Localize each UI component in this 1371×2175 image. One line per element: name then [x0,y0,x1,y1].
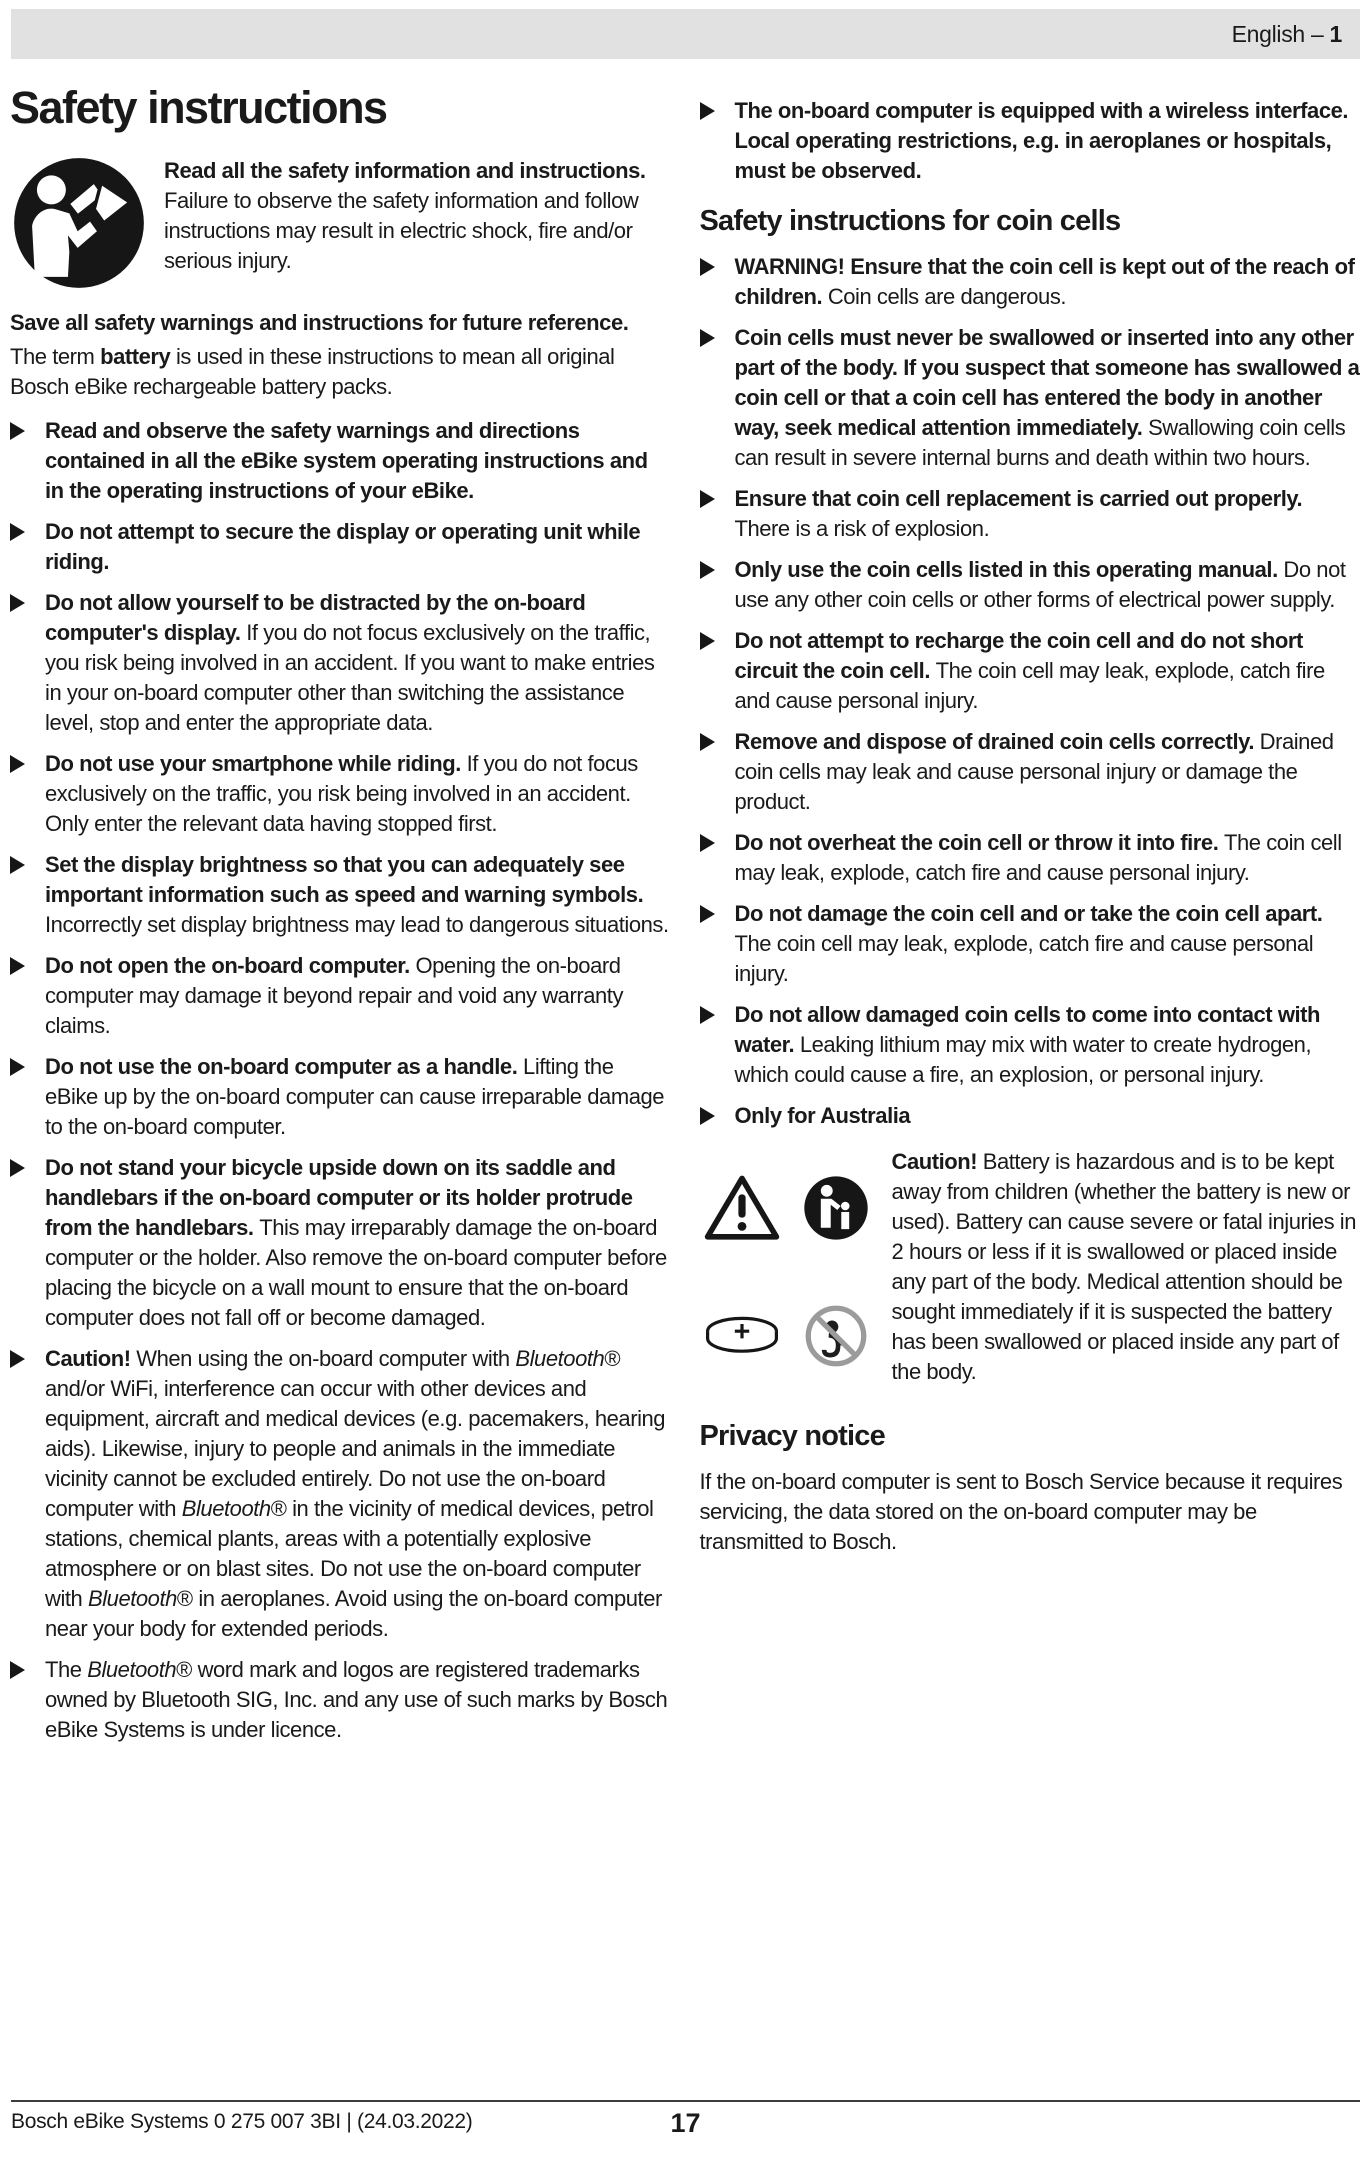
bullet-text [45,850,672,940]
triangle-bullet-icon [700,632,715,650]
bullet-text [45,1153,672,1333]
text-run: Read all the safety information and instructions. [164,158,646,183]
bullet-marker [10,1153,45,1333]
text-run: Only use the coin cells listed in this operating manual. [734,557,1284,582]
text-run: Leaking lithium may mix with water to create hydrogen, which could cause a fire, an explosion, or personal injury. [734,1032,1312,1087]
text-run: Incorrectly set display brightness may lead to dangerous situations. [45,912,669,937]
text-run: Bluetooth [88,1586,177,1611]
text-run: Do not use the on-board computer as a handle. [45,1054,524,1079]
footer-imprint: Bosch eBike Systems 0 275 007 3BI | (24.03.2022) [11,2110,473,2133]
triangle-bullet-icon [10,1661,25,1679]
triangle-bullet-icon [700,1107,715,1125]
bullet-item [10,850,672,940]
text-run: Caution! [45,1346,137,1371]
text-run: Do not allow damaged coin cells to come into contact with water. [734,1002,1321,1057]
triangle-bullet-icon [10,422,25,440]
text-run: Caution! [891,1149,983,1174]
text-run: Drained coin cells may leak and cause personal injury or damage the product. [734,729,1334,814]
page-header [11,9,1360,59]
triangle-bullet-icon [700,834,715,852]
read-manual-icon [10,154,148,292]
text-run: Read and observe the safety warnings and directions contained in all the eBike system operating instructions and in the operating instructions of your eBike. [45,418,648,503]
left-bullet-list [10,416,672,1745]
bullet-text [735,484,1362,544]
bullet-marker [10,850,45,940]
text-run: Do not use any other coin cells or other forms of electrical power supply. [734,557,1346,612]
bullet-item [700,626,1362,716]
coin-cells-heading: Safety instructions for coin cells [699,205,1121,237]
triangle-bullet-icon [10,755,25,773]
bullet-item [700,96,1362,186]
bullet-item [10,951,672,1041]
bullet-marker [700,555,735,615]
text-run: Bluetooth [181,1496,271,1521]
bullet-text [45,1052,672,1142]
bullet-item [10,1655,672,1745]
bullet-item [700,555,1362,615]
bullet-item [700,1000,1362,1090]
bullet-marker [10,517,45,577]
bullet-item [10,517,672,577]
triangle-bullet-icon [10,1058,25,1076]
bullet-text [45,416,672,506]
bullet-marker [700,96,735,186]
triangle-bullet-icon [10,957,25,975]
triangle-bullet-icon [700,733,715,751]
bullet-marker [700,323,735,473]
left-column [10,84,672,1756]
header-page-ref: 1 [1329,20,1342,47]
text-run: The [45,1657,88,1682]
bullet-marker [700,484,735,544]
triangle-bullet-icon [10,1159,25,1177]
privacy-text: If the on-board computer is sent to Bosch Service because it requires servicing, the data stored on the on-board computer may be transmitted to Bosch. [699,1469,1343,1554]
bullet-text [735,626,1362,716]
bullet-text [45,588,672,738]
bullet-text [735,323,1362,473]
triangle-bullet-icon [700,329,715,347]
battery-term-paragraph [10,342,672,402]
triangle-bullet-icon [700,490,715,508]
privacy-heading: Privacy notice [699,1420,885,1452]
text-run: Opening the on-board computer may damage it beyond repair and void any warranty claims. [45,953,623,1038]
text-run: Set the display brightness so that you can adequately see important information such as speed and warning symbols. [45,852,644,907]
bullet-text [735,1000,1362,1090]
triangle-bullet-icon [700,102,715,120]
text-run: ® in aeroplanes. Avoid using the on-board computer near your body for extended periods. [45,1586,662,1641]
text-run: battery [100,344,171,369]
bullet-text [45,1655,672,1745]
footer-page-number: 17 [670,2108,701,2138]
bullet-marker [700,252,735,312]
triangle-bullet-icon [700,258,715,276]
coin-cells-bullet-list [700,252,1362,1131]
bullet-text [735,1101,1362,1131]
text-run: The term [10,344,101,369]
bullet-text [45,951,672,1041]
coin-cell-icon [702,1311,782,1361]
bullet-item [700,727,1362,817]
bullet-marker [700,899,735,989]
bullet-marker [700,626,735,716]
do-not-swallow-icon [803,1303,869,1369]
bullet-text [735,96,1362,186]
australia-caution-text [892,1147,1362,1387]
australia-caution-block [700,1147,1362,1387]
wireless-bullet-list [700,96,1362,186]
text-run: When using the on-board computer with [136,1346,516,1371]
bullet-item [700,1101,1362,1131]
right-column-top-gap [700,84,1362,96]
bullet-item [700,828,1362,888]
text-run: Failure to observe the safety information and follow instructions may result in electric shock, fire and/or serious injury. [164,188,639,273]
keep-away-from-children-icon [803,1175,869,1241]
text-run: Lifting the eBike up by the on-board computer can cause irreparable damage to the on-board computer. [45,1054,665,1139]
text-run: is used in these instructions to mean all original Bosch eBike rechargeable battery packs. [10,344,615,399]
bullet-marker [10,1344,45,1644]
bullet-text [735,555,1362,615]
save-all-notice: Save all safety warnings and instructions for future reference. [10,310,629,335]
page-title: Safety instructions [10,82,387,133]
bullet-text [735,252,1362,312]
text-run: Do not open the on-board computer. [45,953,416,978]
intro-text [164,154,672,276]
warning-triangle-icon [702,1172,782,1244]
text-run: Coin cells are dangerous. [827,284,1067,309]
bullet-text [45,749,672,839]
bullet-marker [10,1052,45,1142]
text-run: Do not use your smartphone while riding. [45,751,467,776]
text-run: ® and/or WiFi, interference can occur with other devices and equipment, aircraft and medical devices (e.g. pacemakers, hearing aids). Likewise, injury to people and animals in the immediate vicinity cannot be excluded entirely. Do not use the on-board computer with [45,1346,666,1521]
bullet-marker [10,416,45,506]
text-run: This may irreparably damage the on-board computer or the holder. Also remove the on-board computer before placing the bicycle on a wall mount to ensure that the on-board computer does not fall off or become damaged. [45,1215,667,1330]
text-run: Only for Australia [734,1103,911,1128]
text-run: Ensure that coin cell replacement is carried out properly. [734,486,1303,511]
text-run: Do not allow yourself to be distracted by the on-board computer's display. [45,590,586,645]
text-run: ® in the vicinity of medical devices, petrol stations, chemical plants, areas with a potentially explosive atmosphere or on blast sites. Do not use the on-board computer with [45,1496,654,1611]
bullet-text [45,517,672,577]
triangle-bullet-icon [700,905,715,923]
bullet-item [10,588,672,738]
text-run: Battery is hazardous and is to be kept away from children (whether the battery is new or used). Battery can cause severe or fatal injuries in 2 hours or less if it is swallowed or placed inside any part of the body. Medical attention should be sought immediately if it is suspected the battery has been swallowed or placed inside any part of the body. [891,1149,1357,1384]
text-run: The coin cell may leak, explode, catch fire and cause personal injury. [734,658,1325,713]
text-run: Bluetooth [515,1346,605,1371]
text-run: Do not damage the coin cell and or take the coin cell apart. [734,901,1323,926]
bullet-text [45,1344,672,1644]
triangle-bullet-icon [10,1350,25,1368]
bullet-marker [10,951,45,1041]
text-run: Swallowing coin cells can result in severe internal burns and death within two hours. [734,415,1346,470]
header-language-label: English – [1231,20,1324,47]
bullet-text [735,899,1362,989]
triangle-bullet-icon [10,523,25,541]
bullet-item [10,749,672,839]
triangle-bullet-icon [700,561,715,579]
bullet-marker [700,727,735,817]
triangle-bullet-icon [10,594,25,612]
text-run: Bluetooth [87,1657,177,1682]
bullet-item [700,323,1362,473]
text-run: ® word mark and logos are registered trademarks owned by Bluetooth SIG, Inc. and any use of such marks by Bosch eBike Systems is under licence. [45,1657,668,1742]
bullet-text [735,727,1362,817]
page-footer [11,2100,1360,2138]
bullet-item [10,416,672,506]
bullet-item [700,252,1362,312]
text-run: Coin cells must never be swallowed or inserted into any other part of the body. If you suspect that someone has swallowed a coin cell or that a coin cell has entered the body in another way, seek medical attention immediately. [734,325,1360,440]
text-run: Do not attempt to recharge the coin cell and do not short circuit the coin cell. [734,628,1303,683]
triangle-bullet-icon [10,856,25,874]
intro-block [10,154,672,292]
bullet-marker [700,1000,735,1090]
text-run: Do not overheat the coin cell or throw it into fire. [734,830,1225,855]
bullet-marker [700,828,735,888]
text-run: Remove and dispose of drained coin cells correctly. [734,729,1260,754]
content-columns [10,84,1361,1756]
text-run: There is a risk of explosion. [734,516,990,541]
bullet-item [10,1153,672,1333]
text-run: If you do not focus exclusively on the traffic, you risk being involved in an accident. If you want to make entries in your on-board computer other than switching the assistance level, stop and enter the appropriate data. [45,620,655,735]
text-run: The coin cell may leak, explode, catch fire and cause personal injury. [734,830,1342,885]
bullet-text [735,828,1362,888]
triangle-bullet-icon [700,1006,715,1024]
right-column [700,84,1362,1756]
text-run: The coin cell may leak, explode, catch fire and cause personal injury. [734,931,1314,986]
text-run: WARNING! Ensure that the coin cell is kept out of the reach of children. [734,254,1355,309]
bullet-item [10,1052,672,1142]
text-run: Do not attempt to secure the display or operating unit while riding. [45,519,641,574]
text-run: The on-board computer is equipped with a wireless interface. Local operating restrictions, e.g. in aeroplanes or hospitals, must be observed. [734,98,1349,183]
bullet-marker [10,1655,45,1745]
hazard-icon-grid [700,1147,878,1387]
bullet-item [700,484,1362,544]
text-run: If you do not focus exclusively on the traffic, you risk being involved in an accident. Only enter the relevant data having stopped first. [45,751,638,836]
bullet-marker [10,749,45,839]
bullet-item [10,1344,672,1644]
bullet-marker [10,588,45,738]
bullet-marker [700,1101,735,1131]
text-run: Do not stand your bicycle upside down on its saddle and handlebars if the on-board computer or its holder protrude from the handlebars. [45,1155,633,1240]
bullet-item [700,899,1362,989]
